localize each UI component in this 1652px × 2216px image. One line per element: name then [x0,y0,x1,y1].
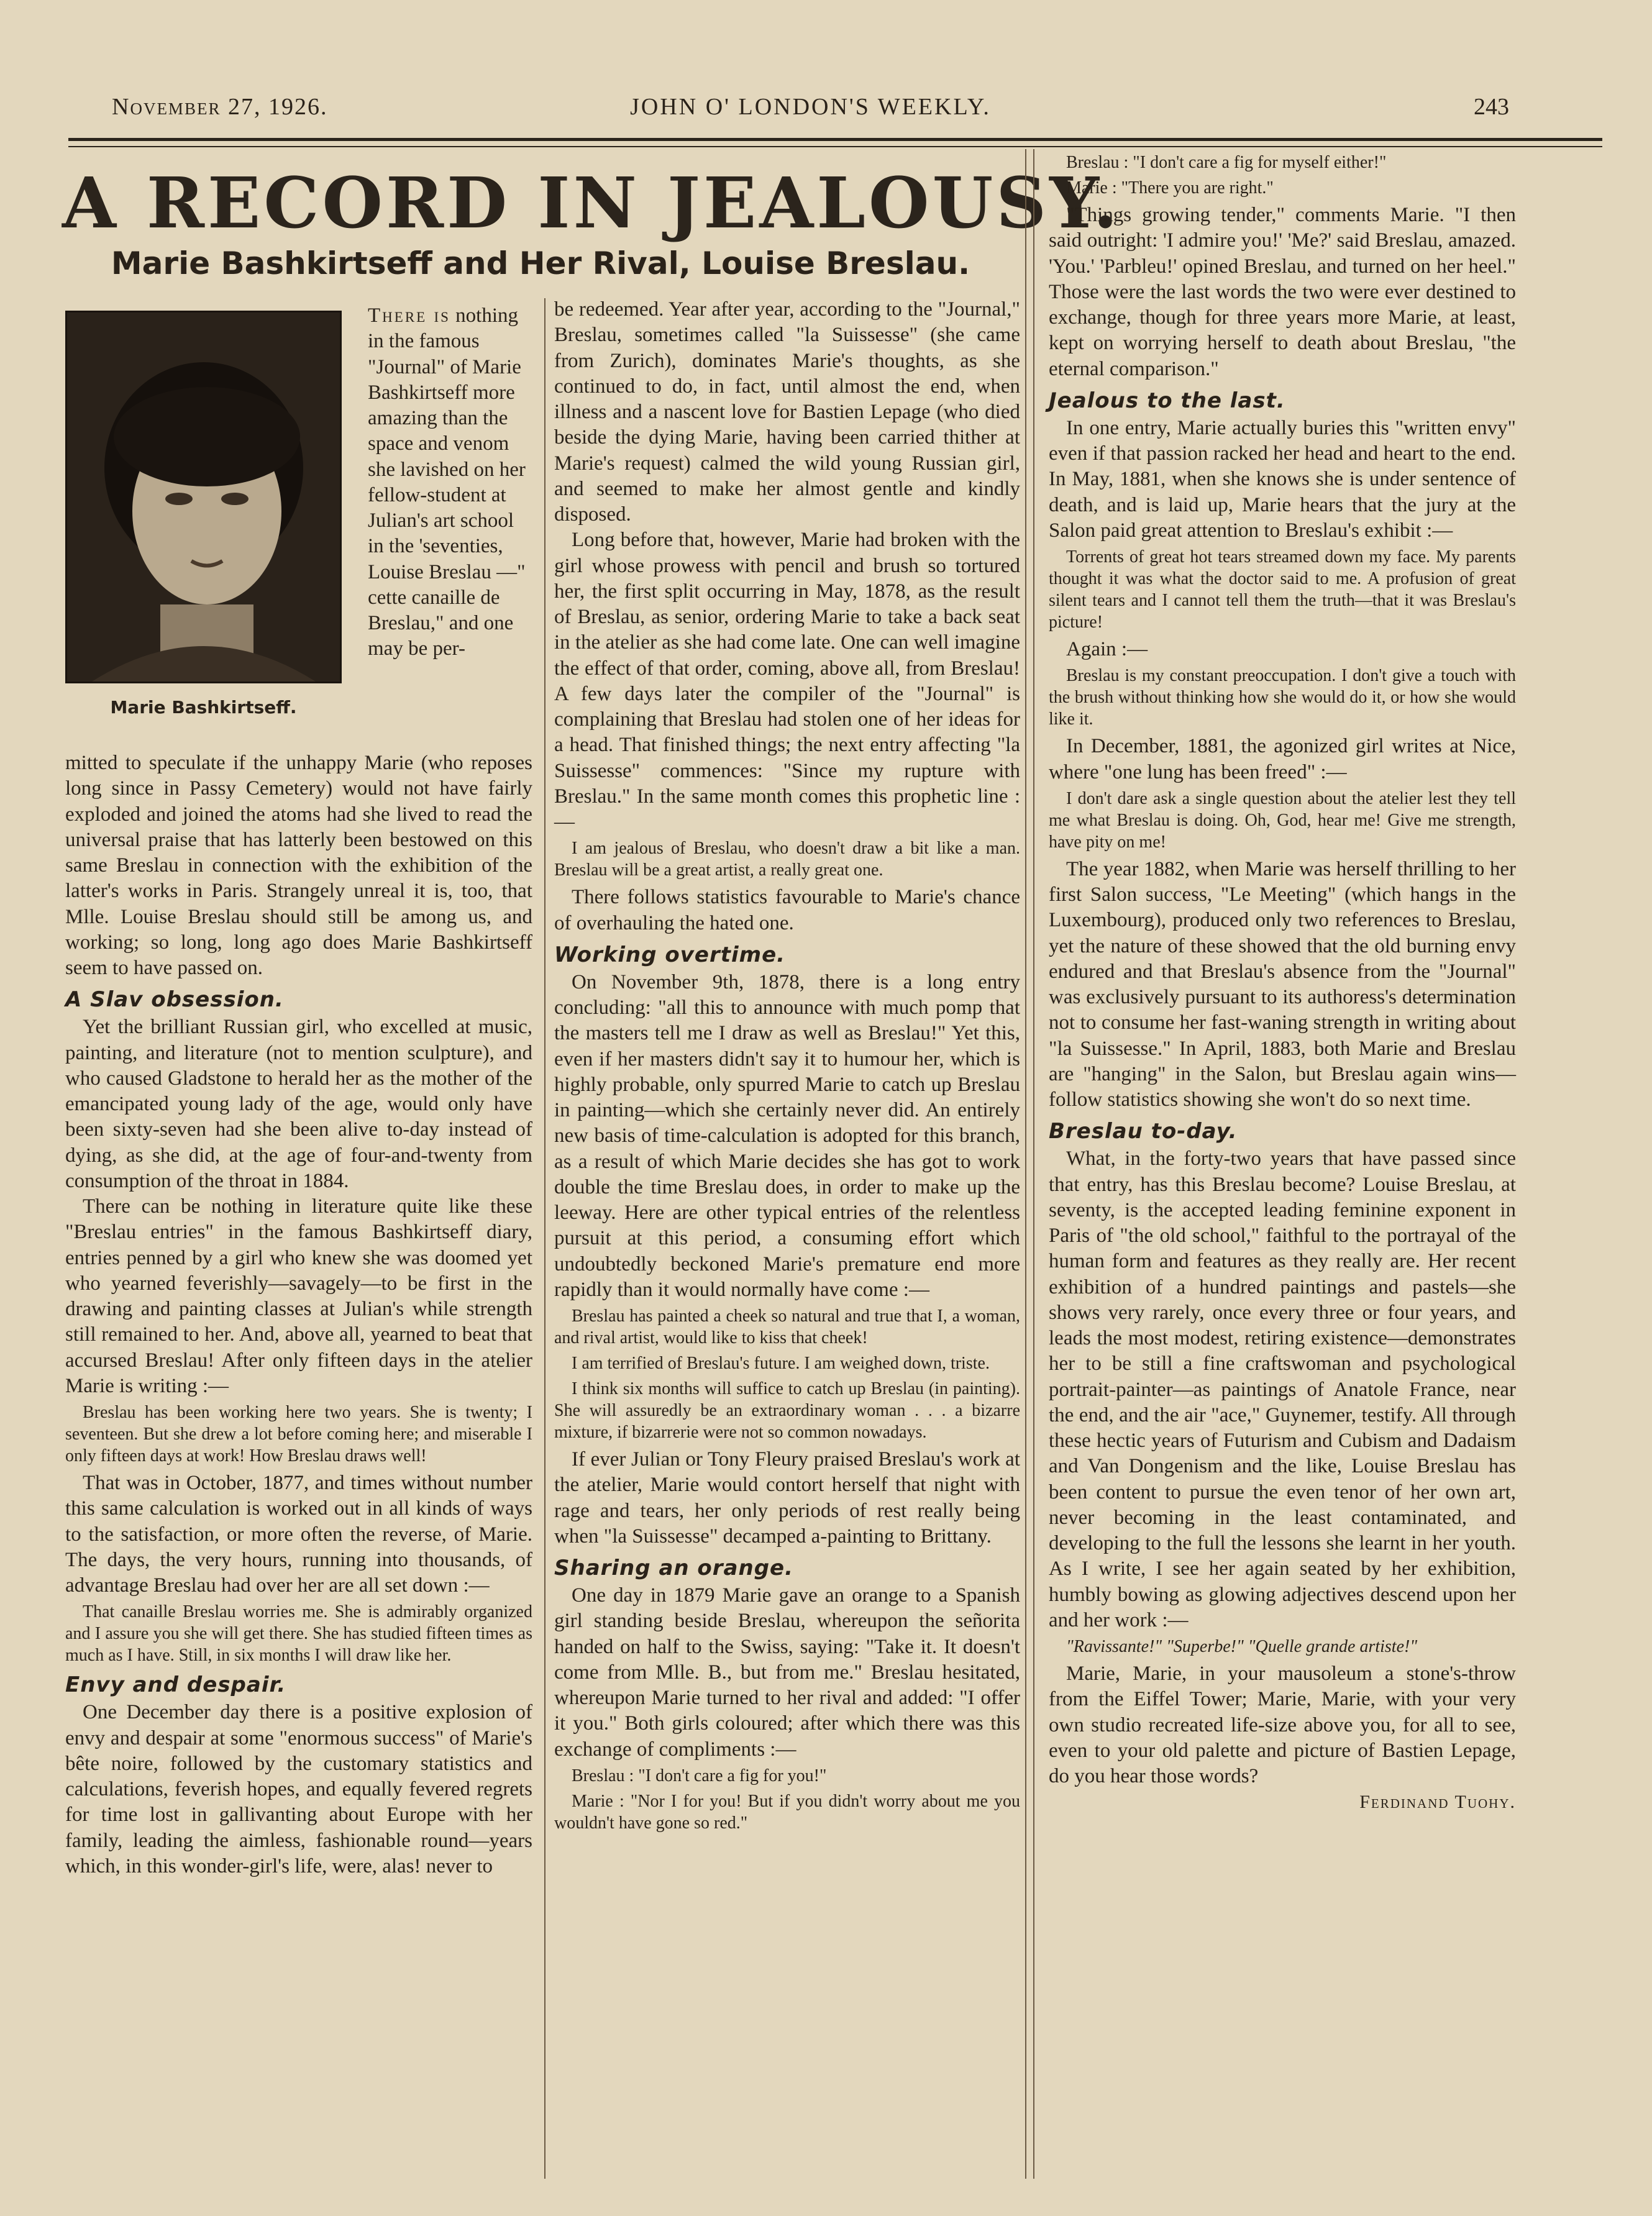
intro-opening-words: There is [368,304,450,327]
portrait-photo [65,311,342,683]
col3-para-7: Marie, Marie, in your mausoleum a stone's-throw from the Eiffel Tower; Marie, Marie, with your very own studio recreated life-size above you, for all to see, even to your old palette and picture of Bastien Lepage, do you hear those words? [1049,1662,1516,1787]
masthead-rule-thin [68,146,1602,147]
col2-subheading-2: Sharing an orange. [554,1556,794,1580]
portrait-image [67,312,340,682]
col3-quote-1: Breslau : "I don't care a fig for myself either!" [1066,153,1387,172]
masthead-rule-thick [68,138,1602,141]
col3-para-6: What, in the forty-two years that have passed since that entry, has this Breslau become? Louise Breslau, at seventy, is the accepted leading feminine exponent in Paris of "the old school," faithful to the portrayal of the human form and features as they really are. Her recent exhibition of a hundred paintings and pastels—she shows very rarely, once every three or four years, and leads the most modest, retiring existence—demonstrates her to be still a fine craftswoman and psychological portrait-painter—as paintings of Anatole France, near the end, and the air "ace," Guynemer, testify. All through these hectic years of Futurism and Cubism and Dadaism and Van Dongenism and the like, Louise Breslau has been content to pursue the even tenor of her own art, never becoming in the least contaminated, and developing to the full the lessons she learnt in her youth. As I write, I see her again seated by her exhibition, humbly bowing as glowing adjectives descend upon her and her work :— [1049,1147,1516,1631]
col1-subheading-2: Envy and despair. [65,1672,286,1698]
intro-text: nothing in the famous "Journal" of Marie Bashkirtseff more amazing than the space and venom she lavished on her fellow-student at Julian's art school in the 'seventies, Louise Breslau —" cette canaille de Breslau," and one may be per- [368,304,526,660]
col2-para-5: If ever Julian or Tony Fleury praised Breslau's work at the atelier, Marie would contort herself that night with rage and tears, her only periods of rest really being when "la Suissesse" decamped a-painting to Brittany. [554,1448,1020,1548]
col2-quote-1: I am jealous of Breslau, who doesn't draw a bit like a man. Breslau will be a great artist, a really great one. [554,839,1020,880]
column-1 [65,750,532,1879]
masthead [112,93,1509,130]
column-divider-1b [1033,149,1034,2179]
col3-quote-2: Marie : "There you are right." [1066,178,1274,198]
col1-quote-1: Breslau has been working here two years. She is twenty; I seventeen. But she drew a lot before coming here; and miserable I only fifteen days at work! How Breslau draws well! [65,1403,532,1466]
col1-para-5: One December day there is a positive explosion of envy and despair at some "enormous success" of Marie's bête noire, followed by the customary statistics and calculations, feverish hopes, and equally fevered regrets for time lost in gallivanting about Europe with her family, leading the aimless, fashionable round—years which, in this wonder-girl's life, were, alas! never to [65,1701,532,1877]
col1-para-1: mitted to speculate if the unhappy Marie (who reposes long since in Passy Cemetery) would not have fairly exploded and joined the atoms had she lived to read the universal praise that has latterly been bestowed on this same Breslau in connection with the exhibition of the latter's works in Paris. Strangely unreal it is, too, that Mlle. Louise Breslau should still be among us, and working; so long, long ago does Marie Bashkirtseff seem to have passed on. [65,752,532,979]
column-2 [554,297,1020,1838]
col3-subheading-2: Breslau to-day. [1049,1119,1238,1144]
col1-quote-2: That canaille Breslau worries me. She is admirably organized and I assure you she will get there. She has studied fifteen times as much as I have. Still, in six months I will draw like her. [65,1602,532,1666]
col3-para-4: In December, 1881, the agonized girl writes at Nice, where "one lung has been freed" :— [1049,735,1516,783]
article-headline: A RECORD IN JEALOUSY. [62,163,1121,244]
col3-para-1: "Things growing tender," comments Marie. "I then said outright: 'I admire you!' 'Me?' said Breslau, amazed. 'You.' 'Parbleu!' opined Breslau, and turned on her heel." Those were the last words the two were ever destined to exchange, though for three years more Marie, at least, kept on worrying herself to death about Breslau, "the eternal comparison." [1049,204,1516,380]
col2-quote-4: I think six months will suffice to catch up Breslau (in painting). She will assuredly be an extraordinary woman . . . a bizarre mixture, if bizarrerie were not so common nowadays. [554,1379,1020,1442]
col3-quote-3: Torrents of great hot tears streamed down my face. My parents thought it was what the doctor said to me. A profusion of great silent tears and I cannot tell them the truth—that it was Breslau's picture! [1049,547,1516,632]
col1-subheading-1: A Slav obsession. [65,987,284,1013]
page-number: 243 [1474,94,1509,120]
column-1-intro [368,303,531,662]
col1-para-2: Yet the brilliant Russian girl, who excelled at music, painting, and literature (not to mention sculpture), and who caused Gladstone to herald her as the mother of the emancipated young lady of the age, would only have been sixty-seven had she been alive to-day instead of dying, as she did, at the age of four-and-twenty from consumption of the throat in 1884. [65,1016,532,1192]
publication-title: JOHN O' LONDON'S WEEKLY. [630,94,991,120]
col3-subheading-1: Jealous to the last. [1049,388,1285,413]
issue-date: November 27, 1926. [112,94,328,120]
col2-para-6: One day in 1879 Marie gave an orange to a Spanish girl standing beside Breslau, whereupon the señorita handed on half to the Swiss, saying: "Take it. It doesn't come from Mlle. B., but from me." Breslau hesitated, whereupon Marie turned to her rival and added: "I offer it you." Both girls coloured; after which there was this exchange of compliments :— [554,1584,1020,1761]
col2-quote-5: Breslau : "I don't care a fig for you!" [572,1766,827,1785]
col2-para-2: Long before that, however, Marie had broken with the girl whose prowess with pencil and brush so tortured her, the first split occurring in May, 1878, as the result of Breslau, as senior, ordering Marie to take a back seat in the atelier as she had come late. One can well imagine the effect of that order, coming, above all, from Breslau! A few days later the compiler of the "Journal" is complaining that Breslau had stolen one of her ideas for a head. That finished things; the next entry affecting "la Suissesse" commences: "Since my rupture with Breslau." In the same month comes this prophetic line :— [554,529,1020,833]
col1-para-3: There can be nothing in literature quite like these "Breslau entries" in the famous Bashkirtseff diary, entries penned by a girl who knew she was doomed yet who yearned feverishly—savagely—to be first in the drawing and painting classes at Julian's while strength still remained to her. And, above all, yearned to beat that accursed Breslau! After only fifteen days in the atelier Marie is writing :— [65,1195,532,1397]
col2-para-4: On November 9th, 1878, there is a long entry concluding: "all this to announce with much pomp that the masters tell me I draw as well as Breslau!" Yet this, even if her masters didn't say it to humour her, which is highly probable, only spurred Marie to catch up Breslau in painting—which she certainly never did. An entirely new basis of time-calculation is adopted for this branch, as a result of which Marie decides she has got to work double the time Breslau does, in order to make up the leeway. Here are other typical entries of the relentless pursuit at this period, a consuming effort which undoubtedly beckoned Marie's premature end more rapidly than it would normally have come :— [554,970,1020,1301]
photo-caption: Marie Bashkirtseff. [110,697,297,718]
author-signature: Ferdinand Tuohy. [1359,1792,1516,1813]
col2-quote-3: I am terrified of Breslau's future. I am weighed down, triste. [572,1354,990,1373]
col3-para-3: Again :— [1066,638,1148,660]
column-divider-a [544,298,545,2179]
col2-quote-6: Marie : "Nor I for you! But if you didn't worry about me you wouldn't have gone so red." [554,1791,1020,1833]
col2-subheading-1: Working overtime. [554,942,786,967]
col3-para-5: The year 1882, when Marie was herself thrilling to her first Salon success, "Le Meeting" (which hangs in the Luxembourg), produced only two references to Breslau, yet the nature of these showed that the old burning envy endured and that Breslau's absence from the "Journal" was exclusively pursuant to its authoress's determination not to consume her fast-waning strength in writing about "la Suissesse." In April, 1883, both Marie and Breslau are "hanging" in the Salon, but Breslau again wins—follow statistics showing she won't do so next time. [1049,857,1516,1111]
col2-para-1: be redeemed. Year after year, according to the "Journal," Breslau, sometimes called "la Suissesse" (she came from Zurich), dominates Marie's thoughts, as she continued to do, in fact, until almost the end, when illness and a nascent love for Bastien Lepage (who died beside the dying Marie, having been carried thither at Marie's request) calmed the wild young Russian girl, and seemed to make her almost gentle and kindly disposed. [554,298,1020,526]
col3-quote-6: "Ravissante!" "Superbe!" "Quelle grande artiste!" [1066,1637,1418,1656]
col1-para-4: That was in October, 1877, and times without number this same calculation is worked out in all kinds of ways to the satisfaction, or more often the reverse, of Marie. The days, the very hours, running into thousands, of advantage Breslau had over her are all set down :— [65,1472,532,1597]
col3-quote-4: Breslau is my constant preoccupation. I don't give a touch with the brush without thinking how she would do it, or how she would like it. [1049,666,1516,729]
col2-para-3: There follows statistics favourable to Marie's chance of overhauling the hated one. [554,886,1020,934]
column-divider-1 [1025,149,1026,2179]
col3-quote-5: I don't dare ask a single question about the atelier lest they tell me what Breslau is doing. Oh, God, hear me! Give me strength, have pity on me! [1049,788,1516,852]
col3-para-2: In one entry, Marie actually buries this "written envy" even if that passion racked her head and heart to the end. In May, 1881, when she knows she is under sentence of death, and is laid up, Marie hears that the jury at the Salon paid great attention to Breslau's exhibit :— [1049,416,1516,542]
col2-quote-2: Breslau has painted a cheek so natural and true that I, a woman, and rival artist, would like to kiss that cheek! [554,1306,1020,1347]
column-3 [1049,149,1516,1813]
article-subheadline: Marie Bashkirtseff and Her Rival, Louise Breslau. [111,245,970,281]
